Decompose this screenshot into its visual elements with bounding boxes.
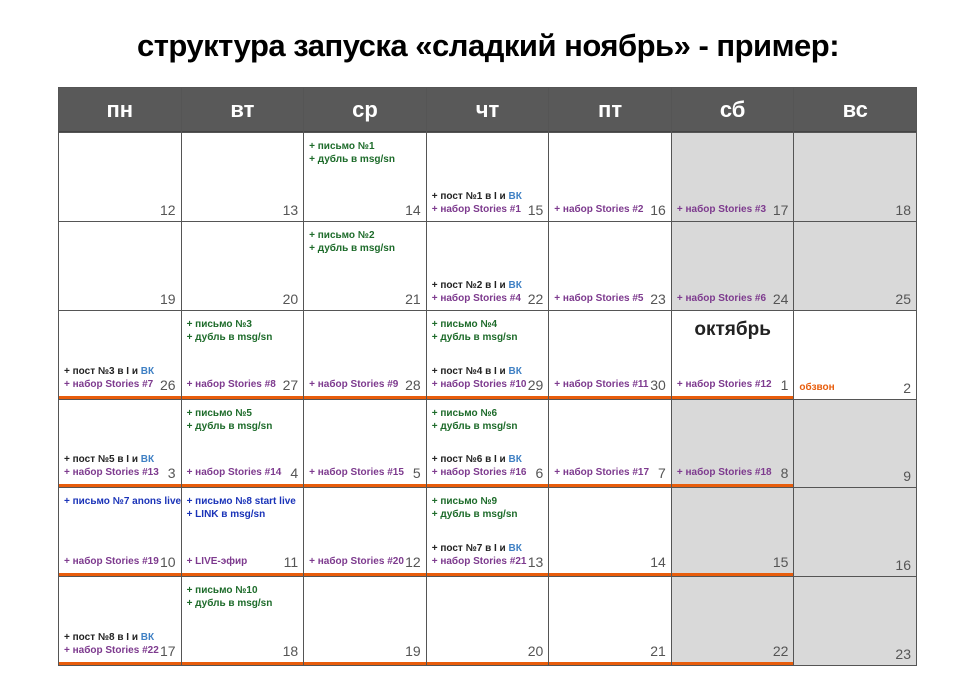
note-text: + LINK в msg/sn	[186, 509, 266, 521]
note-line	[432, 542, 525, 555]
day-number: 3	[167, 465, 176, 482]
note-text: + набор Stories #4	[431, 292, 521, 304]
note-line	[677, 292, 770, 305]
day-number: 13	[282, 201, 299, 218]
note-text: + набор Stories #16	[431, 467, 527, 479]
day-cell	[672, 311, 794, 399]
cell-top-notes	[432, 318, 525, 344]
note-text: + набор Stories #10	[431, 378, 527, 390]
note-line	[432, 420, 525, 433]
day-cell	[549, 311, 671, 399]
note-text: + письмо №1	[309, 141, 375, 152]
note-text: + набор Stories #11	[554, 378, 649, 390]
note-line	[309, 229, 402, 242]
cell-bottom-notes	[432, 453, 525, 479]
cell-bottom-notes	[309, 555, 402, 568]
cell-bottom-notes	[64, 631, 157, 657]
day-cell	[549, 222, 671, 310]
day-cell	[549, 133, 671, 221]
cell-bottom-notes	[554, 292, 647, 305]
day-number: 12	[159, 201, 176, 218]
note-line	[187, 420, 280, 433]
day-number: 15	[772, 554, 789, 571]
cell-bottom-notes	[554, 203, 647, 216]
note-text: + набор Stories #1	[431, 203, 521, 215]
note-text: + дубль в msg/sn	[431, 331, 518, 343]
day-number: 21	[650, 643, 666, 659]
note-line	[432, 466, 525, 479]
day-cell	[427, 577, 549, 665]
calendar-grid	[58, 87, 917, 666]
day-number: 11	[283, 554, 299, 571]
day-number: 25	[895, 290, 911, 307]
note-text: + пост №8 в I и	[64, 632, 141, 643]
note-line	[186, 495, 296, 508]
note-text: + набор Stories #13	[64, 467, 159, 479]
note-text: + LIVE-эфир	[186, 556, 248, 568]
note-text: + письмо №6	[431, 407, 498, 419]
day-number: 8	[780, 465, 789, 482]
note-line	[187, 466, 280, 479]
day-number: 20	[527, 643, 544, 659]
day-cell	[549, 488, 671, 576]
day-cell	[304, 133, 426, 221]
note-text: ВК	[508, 279, 522, 291]
note-text: + пост №4 в I и	[431, 365, 509, 377]
note-text: + набор Stories #8	[186, 378, 276, 390]
day-cell	[427, 133, 549, 221]
note-line	[64, 495, 181, 508]
note-text: + пост №6 в I и	[431, 454, 509, 466]
weekday-header: вс	[794, 88, 916, 132]
day-cell	[59, 311, 181, 399]
weekday-header: сб	[672, 88, 794, 132]
day-number: 10	[159, 554, 176, 571]
day-number: 23	[650, 290, 666, 307]
note-text: + набор Stories #20	[309, 556, 404, 568]
note-line	[187, 508, 280, 521]
note-line	[309, 466, 402, 479]
day-number: 20	[282, 290, 299, 307]
day-number: 6	[535, 465, 544, 482]
day-cell	[427, 222, 549, 310]
cell-bottom-notes	[677, 378, 770, 391]
note-line	[187, 331, 280, 344]
note-text: + дубль в msg/sn	[186, 331, 273, 343]
note-text: + набор Stories #2	[554, 203, 644, 215]
day-cell	[427, 488, 549, 576]
note-line	[432, 378, 525, 391]
day-number: 28	[405, 376, 421, 393]
day-number: 19	[405, 643, 421, 659]
day-number: 17	[159, 643, 176, 659]
day-cell	[182, 222, 304, 310]
note-text: + дубль в msg/sn	[309, 154, 395, 165]
note-text: + набор Stories #9	[309, 378, 399, 390]
note-line	[64, 644, 157, 657]
weekday-header: пт	[549, 88, 671, 132]
cell-bottom-notes	[64, 453, 157, 479]
note-text: + дубль в msg/sn	[186, 420, 273, 432]
day-number: 22	[772, 643, 789, 659]
day-cell	[304, 311, 426, 399]
day-cell	[304, 577, 426, 665]
note-line	[187, 318, 280, 331]
day-number: 14	[405, 201, 421, 218]
day-number: 14	[650, 554, 666, 571]
day-number: 26	[159, 376, 176, 393]
day-cell	[59, 400, 181, 488]
note-line	[309, 555, 402, 568]
cell-bottom-notes	[677, 466, 770, 479]
note-text: + письмо №5	[186, 407, 252, 419]
note-line	[677, 466, 770, 479]
day-cell	[794, 133, 916, 221]
cell-bottom-notes	[432, 542, 525, 568]
day-number: 5	[412, 465, 421, 482]
note-line	[187, 555, 280, 568]
cell-bottom-notes	[187, 378, 280, 391]
note-line	[799, 381, 892, 394]
note-line	[432, 508, 525, 521]
day-number: 27	[282, 376, 299, 393]
day-number: 29	[527, 376, 544, 393]
note-text: + дубль в msg/sn	[186, 598, 273, 610]
weekday-header: ср	[304, 88, 426, 132]
note-text: ВК	[508, 454, 522, 466]
day-cell	[794, 222, 916, 310]
note-text: + набор Stories #5	[554, 292, 644, 304]
day-cell	[794, 577, 916, 665]
note-line	[309, 242, 402, 255]
note-text: ВК	[508, 543, 522, 555]
cell-bottom-notes	[64, 555, 157, 568]
month-label: октябрь	[694, 318, 771, 340]
cell-top-notes	[187, 584, 280, 610]
day-cell	[672, 488, 794, 576]
day-number: 24	[772, 290, 789, 307]
note-text: ВК	[140, 365, 155, 377]
day-cell	[304, 400, 426, 488]
day-number: 18	[282, 643, 299, 659]
weekday-header: вт	[182, 88, 304, 132]
note-line	[432, 292, 525, 305]
note-text: + письмо №10	[186, 585, 258, 597]
note-text: + письмо №3	[186, 318, 252, 330]
day-number: 16	[650, 201, 666, 218]
note-line	[64, 466, 157, 479]
day-cell	[672, 133, 794, 221]
note-line	[432, 555, 525, 568]
cell-bottom-notes	[677, 203, 770, 216]
note-text: + пост №1 в I и	[431, 190, 509, 202]
day-cell	[59, 222, 181, 310]
note-line	[677, 378, 770, 391]
note-line	[554, 203, 647, 216]
day-cell	[182, 400, 304, 488]
note-text: обзвон	[799, 381, 835, 393]
note-text: + письмо №7 anons live	[64, 496, 181, 508]
note-line	[554, 378, 647, 391]
note-text: ВК	[508, 190, 522, 202]
day-cell	[794, 311, 916, 399]
note-text: + набор Stories #14	[186, 467, 282, 479]
day-cell	[59, 133, 181, 221]
note-line	[64, 378, 157, 391]
note-text: + письмо №9	[431, 496, 498, 508]
day-cell	[672, 400, 794, 488]
cell-bottom-notes	[554, 466, 650, 479]
day-number: 13	[527, 554, 544, 571]
note-text: + письмо №4	[431, 318, 498, 330]
note-text: + набор Stories #15	[309, 467, 404, 479]
note-line	[187, 584, 280, 597]
note-text: + набор Stories #6	[676, 292, 767, 304]
note-text: ВК	[140, 454, 155, 466]
note-line	[64, 555, 157, 568]
note-line	[187, 407, 280, 420]
cell-top-notes	[432, 407, 525, 433]
page-title: структура запуска «сладкий ноябрь» - пример:	[136, 28, 840, 63]
cell-bottom-notes	[309, 466, 402, 479]
note-text: ВК	[508, 365, 522, 377]
note-text: + пост №3 в I и	[64, 365, 141, 377]
note-text: + пост №7 в I и	[431, 543, 509, 555]
note-text: + пост №5 в I и	[64, 454, 141, 466]
cell-bottom-notes	[432, 190, 525, 216]
note-line	[187, 597, 280, 610]
day-number: 1	[780, 376, 789, 393]
note-line	[309, 140, 402, 153]
day-cell	[549, 400, 671, 488]
note-text: + пост №2 в I и	[431, 279, 509, 291]
cell-bottom-notes	[554, 378, 647, 391]
cell-top-notes	[432, 495, 525, 521]
note-line	[64, 631, 157, 644]
day-number: 30	[650, 376, 666, 393]
cell-bottom-notes	[187, 466, 280, 479]
day-cell	[672, 222, 794, 310]
day-number: 22	[527, 290, 544, 307]
weekday-header: чт	[427, 88, 549, 132]
day-cell	[182, 488, 304, 576]
note-text: + письмо №2	[309, 229, 375, 241]
note-line	[187, 378, 280, 391]
day-number: 2	[903, 379, 911, 396]
note-line	[432, 495, 525, 508]
note-text: + письмо №8 start live	[186, 496, 296, 508]
note-line	[677, 203, 770, 216]
day-cell	[794, 488, 916, 576]
day-number: 23	[895, 646, 911, 662]
day-cell	[549, 577, 671, 665]
cell-bottom-notes	[677, 292, 770, 305]
day-number: 21	[405, 290, 421, 307]
cell-bottom-notes	[187, 555, 280, 568]
note-line	[432, 453, 525, 466]
cell-top-notes	[187, 318, 280, 344]
cell-top-notes	[187, 407, 280, 433]
day-cell	[672, 577, 794, 665]
note-text: + набор Stories #17	[554, 467, 650, 479]
weekday-header: пн	[59, 88, 181, 132]
note-line	[432, 318, 525, 331]
cell-top-notes	[309, 140, 402, 166]
day-cell	[182, 311, 304, 399]
cell-top-notes	[186, 495, 296, 521]
day-number: 12	[405, 554, 421, 571]
cell-bottom-notes	[64, 365, 157, 391]
day-number: 4	[290, 465, 299, 482]
note-line	[64, 365, 157, 378]
day-cell	[427, 311, 549, 399]
day-cell	[794, 400, 916, 488]
note-text: + набор Stories #21	[431, 556, 527, 568]
day-number: 16	[895, 557, 911, 574]
day-cell	[182, 133, 304, 221]
note-text: + дубль в msg/sn	[431, 509, 518, 521]
note-line	[432, 365, 525, 378]
cell-top-notes	[309, 229, 402, 255]
day-cell	[304, 488, 426, 576]
note-text: + набор Stories #22	[64, 645, 159, 656]
note-text: + набор Stories #18	[676, 467, 772, 479]
note-line	[432, 203, 525, 216]
day-number: 17	[772, 201, 789, 218]
note-line	[64, 453, 157, 466]
day-number: 9	[903, 468, 911, 485]
note-line	[554, 466, 650, 479]
note-line	[432, 331, 525, 344]
day-number: 19	[159, 290, 176, 307]
note-line	[309, 378, 402, 391]
day-number: 18	[895, 201, 911, 218]
note-text: + набор Stories #3	[676, 203, 767, 215]
day-cell	[182, 577, 304, 665]
note-line	[432, 407, 525, 420]
cell-bottom-notes	[799, 381, 892, 394]
note-line	[309, 153, 402, 166]
cell-top-notes	[64, 495, 181, 508]
note-text: + набор Stories #19	[64, 556, 159, 568]
day-cell	[59, 488, 181, 576]
day-cell	[59, 577, 181, 665]
note-line	[432, 279, 525, 292]
note-text: ВК	[140, 632, 155, 643]
note-text: + набор Stories #12	[676, 378, 772, 390]
note-text: + дубль в msg/sn	[309, 242, 395, 254]
note-line	[554, 292, 647, 305]
day-number: 15	[527, 201, 544, 218]
day-cell	[304, 222, 426, 310]
cell-bottom-notes	[432, 365, 525, 391]
day-number: 7	[658, 465, 666, 482]
cell-bottom-notes	[309, 378, 402, 391]
note-text: + дубль в msg/sn	[431, 420, 518, 432]
cell-bottom-notes	[432, 279, 525, 305]
day-cell	[427, 400, 549, 488]
note-line	[432, 190, 525, 203]
note-text: + набор Stories #7	[64, 378, 154, 390]
